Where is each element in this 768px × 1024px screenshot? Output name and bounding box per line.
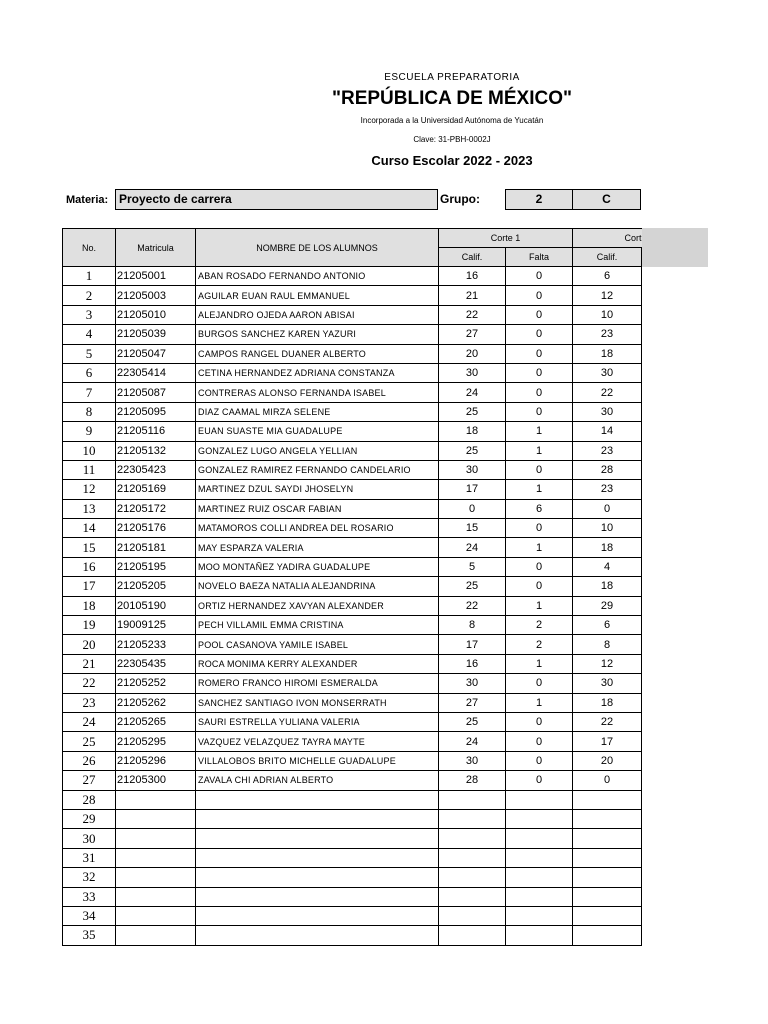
matricula-cell: 21205039	[116, 325, 196, 344]
matricula-cell: 21205169	[116, 480, 196, 499]
corte1-calif-cell: 17	[439, 480, 506, 499]
incorporation-note: Incorporada a la Universidad Autónoma de Yucatán	[360, 116, 544, 125]
row-number: 12	[63, 480, 116, 499]
corte1-falta-cell: 0	[506, 286, 573, 305]
matricula-cell: 19009125	[116, 616, 196, 635]
student-name-cell	[196, 790, 439, 809]
corte1-calif-cell	[439, 790, 506, 809]
corte2-calif-cell: 18	[573, 344, 642, 363]
corte1-falta-cell: 0	[506, 577, 573, 596]
table-row	[63, 906, 642, 925]
matricula-cell: 21205295	[116, 732, 196, 751]
table-row	[63, 887, 642, 906]
matricula-cell	[116, 829, 196, 848]
corte1-falta-cell: 0	[506, 344, 573, 363]
matricula-cell: 21205001	[116, 267, 196, 286]
corte2-calif-cell	[573, 868, 642, 887]
corte2-calif-cell: 6	[573, 616, 642, 635]
student-name-cell: MATAMOROS COLLI ANDREA DEL ROSARIO	[196, 519, 439, 538]
corte1-falta-cell	[506, 829, 573, 848]
corte2-calif-cell: 18	[573, 693, 642, 712]
corte1-falta-cell: 1	[506, 538, 573, 557]
student-name-cell	[196, 868, 439, 887]
corte1-calif-cell: 20	[439, 344, 506, 363]
subject-label: Materia:	[66, 194, 109, 206]
table-row	[63, 363, 642, 382]
student-name-cell: GONZALEZ LUGO ANGELA YELLIAN	[196, 441, 439, 460]
header-no: No.	[63, 229, 116, 267]
table-row	[63, 616, 642, 635]
matricula-cell: 21205262	[116, 693, 196, 712]
table-row	[63, 868, 642, 887]
matricula-cell: 21205195	[116, 557, 196, 576]
corte2-calif-cell: 8	[573, 635, 642, 654]
student-name-cell: ROCA MONIMA KERRY ALEXANDER	[196, 654, 439, 673]
matricula-cell	[116, 848, 196, 867]
matricula-cell: 22305414	[116, 363, 196, 382]
matricula-cell: 21205233	[116, 635, 196, 654]
row-number: 29	[63, 809, 116, 828]
corte1-calif-cell: 15	[439, 519, 506, 538]
table-row	[63, 635, 642, 654]
corte1-falta-cell: 0	[506, 460, 573, 479]
student-name-cell: CETINA HERNANDEZ ADRIANA CONSTANZA	[196, 363, 439, 382]
header-falta: Falta	[506, 248, 573, 267]
corte2-calif-cell: 6	[573, 267, 642, 286]
corte1-falta-cell: 1	[506, 693, 573, 712]
table-row	[63, 460, 642, 479]
student-name-cell	[196, 829, 439, 848]
row-number: 13	[63, 499, 116, 518]
matricula-cell	[116, 887, 196, 906]
corte1-falta-cell: 0	[506, 363, 573, 382]
row-number: 19	[63, 616, 116, 635]
student-name-cell: BURGOS SANCHEZ KAREN YAZURI	[196, 325, 439, 344]
table-row	[63, 751, 642, 770]
school-code: Clave: 31-PBH-0002J	[413, 135, 491, 144]
corte2-calif-cell	[573, 829, 642, 848]
student-name-cell: DIAZ CAAMAL MIRZA SELENE	[196, 402, 439, 421]
corte1-calif-cell	[439, 809, 506, 828]
student-name-cell: EUAN SUASTE MIA GUADALUPE	[196, 422, 439, 441]
corte1-falta-cell: 0	[506, 557, 573, 576]
table-row	[63, 771, 642, 790]
matricula-cell: 21205047	[116, 344, 196, 363]
student-name-cell: ABAN ROSADO FERNANDO ANTONIO	[196, 267, 439, 286]
corte1-falta-cell	[506, 868, 573, 887]
corte1-calif-cell: 24	[439, 383, 506, 402]
matricula-cell: 21205265	[116, 712, 196, 731]
corte2-calif-cell: 0	[573, 499, 642, 518]
corte2-calif-cell	[573, 848, 642, 867]
matricula-cell: 21205205	[116, 577, 196, 596]
table-row	[63, 267, 642, 286]
corte1-calif-cell: 24	[439, 538, 506, 557]
matricula-cell: 21205132	[116, 441, 196, 460]
corte1-calif-cell	[439, 868, 506, 887]
group-number: 2	[505, 189, 573, 210]
table-row	[63, 790, 642, 809]
school-name: "REPÚBLICA DE MÉXICO"	[331, 88, 573, 109]
table-row	[63, 809, 642, 828]
corte2-calif-cell: 12	[573, 286, 642, 305]
corte1-calif-cell: 25	[439, 441, 506, 460]
student-name-cell: MARTINEZ RUIZ OSCAR FABIAN	[196, 499, 439, 518]
corte1-falta-cell: 1	[506, 596, 573, 615]
corte2-calif-cell: 28	[573, 460, 642, 479]
corte1-falta-cell: 0	[506, 325, 573, 344]
table-row	[63, 519, 642, 538]
corte1-falta-cell: 0	[506, 674, 573, 693]
table-row	[63, 422, 642, 441]
row-number: 14	[63, 519, 116, 538]
corte1-calif-cell: 16	[439, 654, 506, 673]
row-number: 30	[63, 829, 116, 848]
student-name-cell: MARTINEZ DZUL SAYDI JHOSELYN	[196, 480, 439, 499]
table-row	[63, 557, 642, 576]
row-number: 28	[63, 790, 116, 809]
student-name-cell: SANCHEZ SANTIAGO IVON MONSERRATH	[196, 693, 439, 712]
row-number: 6	[63, 363, 116, 382]
row-number: 25	[63, 732, 116, 751]
corte2-calif-cell: 0	[573, 771, 642, 790]
header-matricula: Matricula	[116, 229, 196, 267]
corte1-calif-cell: 30	[439, 674, 506, 693]
table-row	[63, 402, 642, 421]
corte2-calif-cell: 22	[573, 712, 642, 731]
row-number: 18	[63, 596, 116, 615]
matricula-cell: 21205003	[116, 286, 196, 305]
corte1-falta-cell: 2	[506, 616, 573, 635]
matricula-cell: 21205087	[116, 383, 196, 402]
row-number: 22	[63, 674, 116, 693]
table-row	[63, 848, 642, 867]
student-name-cell: ZAVALA CHI ADRIAN ALBERTO	[196, 771, 439, 790]
header-corte2: Cort	[573, 229, 642, 248]
matricula-cell: 20105190	[116, 596, 196, 615]
corte1-falta-cell	[506, 848, 573, 867]
corte1-calif-cell: 8	[439, 616, 506, 635]
corte2-calif-cell: 10	[573, 305, 642, 324]
row-number: 1	[63, 267, 116, 286]
row-number: 21	[63, 654, 116, 673]
table-row	[63, 441, 642, 460]
student-name-cell: MAY ESPARZA VALERIA	[196, 538, 439, 557]
school-year: Curso Escolar 2022 - 2023	[371, 153, 533, 168]
corte2-calif-cell: 23	[573, 480, 642, 499]
row-number: 27	[63, 771, 116, 790]
corte2-calif-cell: 18	[573, 577, 642, 596]
corte1-calif-cell: 24	[439, 732, 506, 751]
corte1-calif-cell: 18	[439, 422, 506, 441]
table-row	[63, 480, 642, 499]
corte1-calif-cell	[439, 926, 506, 945]
row-number: 10	[63, 441, 116, 460]
row-number: 20	[63, 635, 116, 654]
corte1-calif-cell: 30	[439, 751, 506, 770]
student-name-cell: VILLALOBOS BRITO MICHELLE GUADALUPE	[196, 751, 439, 770]
row-number: 11	[63, 460, 116, 479]
corte1-calif-cell	[439, 829, 506, 848]
corte1-calif-cell: 27	[439, 325, 506, 344]
row-number: 35	[63, 926, 116, 945]
table-row	[63, 712, 642, 731]
corte1-calif-cell: 17	[439, 635, 506, 654]
group-label: Grupo:	[440, 192, 480, 206]
table-row	[63, 325, 642, 344]
corte1-falta-cell: 0	[506, 402, 573, 421]
corte1-falta-cell: 0	[506, 732, 573, 751]
corte2-calif-cell: 14	[573, 422, 642, 441]
table-row	[63, 596, 642, 615]
table-row	[63, 654, 642, 673]
student-name-cell: POOL CASANOVA YAMILE ISABEL	[196, 635, 439, 654]
matricula-cell: 21205176	[116, 519, 196, 538]
row-number: 15	[63, 538, 116, 557]
student-name-cell	[196, 887, 439, 906]
corte1-falta-cell	[506, 887, 573, 906]
table-row	[63, 305, 642, 324]
corte2-calif-cell	[573, 790, 642, 809]
corte1-falta-cell: 6	[506, 499, 573, 518]
subject-value: Proyecto de carrera	[115, 189, 438, 210]
header-nombre: NOMBRE DE LOS ALUMNOS	[196, 229, 439, 267]
corte1-falta-cell: 1	[506, 422, 573, 441]
corte1-falta-cell: 2	[506, 635, 573, 654]
matricula-cell: 21205095	[116, 402, 196, 421]
matricula-cell	[116, 809, 196, 828]
row-number: 24	[63, 712, 116, 731]
corte1-falta-cell: 1	[506, 480, 573, 499]
matricula-cell: 21205172	[116, 499, 196, 518]
corte1-calif-cell	[439, 906, 506, 925]
corte1-calif-cell: 28	[439, 771, 506, 790]
table-row	[63, 499, 642, 518]
table-row	[63, 674, 642, 693]
corte1-falta-cell: 1	[506, 654, 573, 673]
table-row	[63, 344, 642, 363]
corte1-falta-cell: 0	[506, 712, 573, 731]
corte2-calif-cell: 10	[573, 519, 642, 538]
corte1-falta-cell: 0	[506, 305, 573, 324]
corte1-falta-cell	[506, 926, 573, 945]
corte1-calif-cell: 30	[439, 460, 506, 479]
row-number: 23	[63, 693, 116, 712]
student-name-cell	[196, 926, 439, 945]
corte2-calif-cell: 23	[573, 441, 642, 460]
student-name-cell	[196, 848, 439, 867]
corte1-calif-cell	[439, 887, 506, 906]
matricula-cell	[116, 906, 196, 925]
corte1-calif-cell: 30	[439, 363, 506, 382]
corte1-falta-cell: 0	[506, 751, 573, 770]
row-number: 17	[63, 577, 116, 596]
table-row	[63, 286, 642, 305]
row-number: 26	[63, 751, 116, 770]
school-type: ESCUELA PREPARATORIA	[384, 72, 520, 83]
table-row	[63, 693, 642, 712]
grades-table	[62, 228, 642, 946]
corte1-calif-cell: 22	[439, 596, 506, 615]
corte2-calif-cell: 30	[573, 674, 642, 693]
student-name-cell: VAZQUEZ VELAZQUEZ TAYRA MAYTE	[196, 732, 439, 751]
matricula-cell: 22305435	[116, 654, 196, 673]
corte1-calif-cell: 25	[439, 402, 506, 421]
corte2-calif-cell	[573, 809, 642, 828]
student-name-cell: ROMERO FRANCO HIROMI ESMERALDA	[196, 674, 439, 693]
matricula-cell: 22305423	[116, 460, 196, 479]
header-calif: Calif.	[439, 248, 506, 267]
corte1-falta-cell	[506, 790, 573, 809]
student-name-cell: AGUILAR EUAN RAUL EMMANUEL	[196, 286, 439, 305]
corte1-falta-cell: 0	[506, 519, 573, 538]
corte1-calif-cell: 21	[439, 286, 506, 305]
header-corte1: Corte 1	[439, 229, 573, 248]
corte1-falta-cell: 1	[506, 441, 573, 460]
corte1-falta-cell: 0	[506, 267, 573, 286]
corte1-calif-cell: 27	[439, 693, 506, 712]
row-number: 3	[63, 305, 116, 324]
matricula-cell: 21205300	[116, 771, 196, 790]
corte2-calif-cell: 29	[573, 596, 642, 615]
row-number: 8	[63, 402, 116, 421]
student-name-cell	[196, 906, 439, 925]
table-row	[63, 577, 642, 596]
row-number: 32	[63, 868, 116, 887]
corte2-calif-cell: 12	[573, 654, 642, 673]
group-letter: C	[572, 189, 641, 210]
header-calif2: Calif.	[573, 248, 642, 267]
row-number: 9	[63, 422, 116, 441]
corte2-calif-cell: 22	[573, 383, 642, 402]
matricula-cell: 21205252	[116, 674, 196, 693]
corte2-calif-cell: 20	[573, 751, 642, 770]
table-row	[63, 732, 642, 751]
corte1-falta-cell	[506, 809, 573, 828]
corte2-calif-cell: 4	[573, 557, 642, 576]
matricula-cell: 21205010	[116, 305, 196, 324]
row-number: 33	[63, 887, 116, 906]
matricula-cell: 21205181	[116, 538, 196, 557]
row-number: 34	[63, 906, 116, 925]
corte2-calif-cell: 18	[573, 538, 642, 557]
corte1-calif-cell: 5	[439, 557, 506, 576]
corte2-calif-cell	[573, 926, 642, 945]
student-name-cell: NOVELO BAEZA NATALIA ALEJANDRINA	[196, 577, 439, 596]
matricula-cell: 21205116	[116, 422, 196, 441]
student-name-cell: SAURI ESTRELLA YULIANA VALERIA	[196, 712, 439, 731]
student-name-cell	[196, 809, 439, 828]
corte1-calif-cell	[439, 848, 506, 867]
corte1-calif-cell: 22	[439, 305, 506, 324]
student-name-cell: ORTIZ HERNANDEZ XAVYAN ALEXANDER	[196, 596, 439, 615]
corte2-calif-cell	[573, 887, 642, 906]
corte1-calif-cell: 25	[439, 577, 506, 596]
row-number: 16	[63, 557, 116, 576]
student-name-cell: CAMPOS RANGEL DUANER ALBERTO	[196, 344, 439, 363]
corte1-calif-cell: 25	[439, 712, 506, 731]
table-row	[63, 383, 642, 402]
corte2-calif-cell: 30	[573, 363, 642, 382]
student-name-cell: GONZALEZ RAMIREZ FERNANDO CANDELARIO	[196, 460, 439, 479]
matricula-cell: 21205296	[116, 751, 196, 770]
corte2-calif-cell: 17	[573, 732, 642, 751]
corte2-header-extension	[641, 228, 708, 267]
student-name-cell: CONTRERAS ALONSO FERNANDA ISABEL	[196, 383, 439, 402]
matricula-cell	[116, 790, 196, 809]
corte2-calif-cell: 30	[573, 402, 642, 421]
corte2-calif-cell	[573, 906, 642, 925]
row-number: 2	[63, 286, 116, 305]
table-row	[63, 829, 642, 848]
row-number: 4	[63, 325, 116, 344]
student-name-cell: MOO MONTAÑEZ YADIRA GUADALUPE	[196, 557, 439, 576]
row-number: 7	[63, 383, 116, 402]
corte2-calif-cell: 23	[573, 325, 642, 344]
table-row	[63, 538, 642, 557]
student-name-cell: ALEJANDRO OJEDA AARON ABISAI	[196, 305, 439, 324]
table-row	[63, 926, 642, 945]
student-name-cell: PECH VILLAMIL EMMA CRISTINA	[196, 616, 439, 635]
corte1-calif-cell: 16	[439, 267, 506, 286]
corte1-falta-cell	[506, 906, 573, 925]
row-number: 31	[63, 848, 116, 867]
matricula-cell	[116, 926, 196, 945]
matricula-cell	[116, 868, 196, 887]
corte1-calif-cell: 0	[439, 499, 506, 518]
row-number: 5	[63, 344, 116, 363]
corte1-falta-cell: 0	[506, 771, 573, 790]
corte1-falta-cell: 0	[506, 383, 573, 402]
